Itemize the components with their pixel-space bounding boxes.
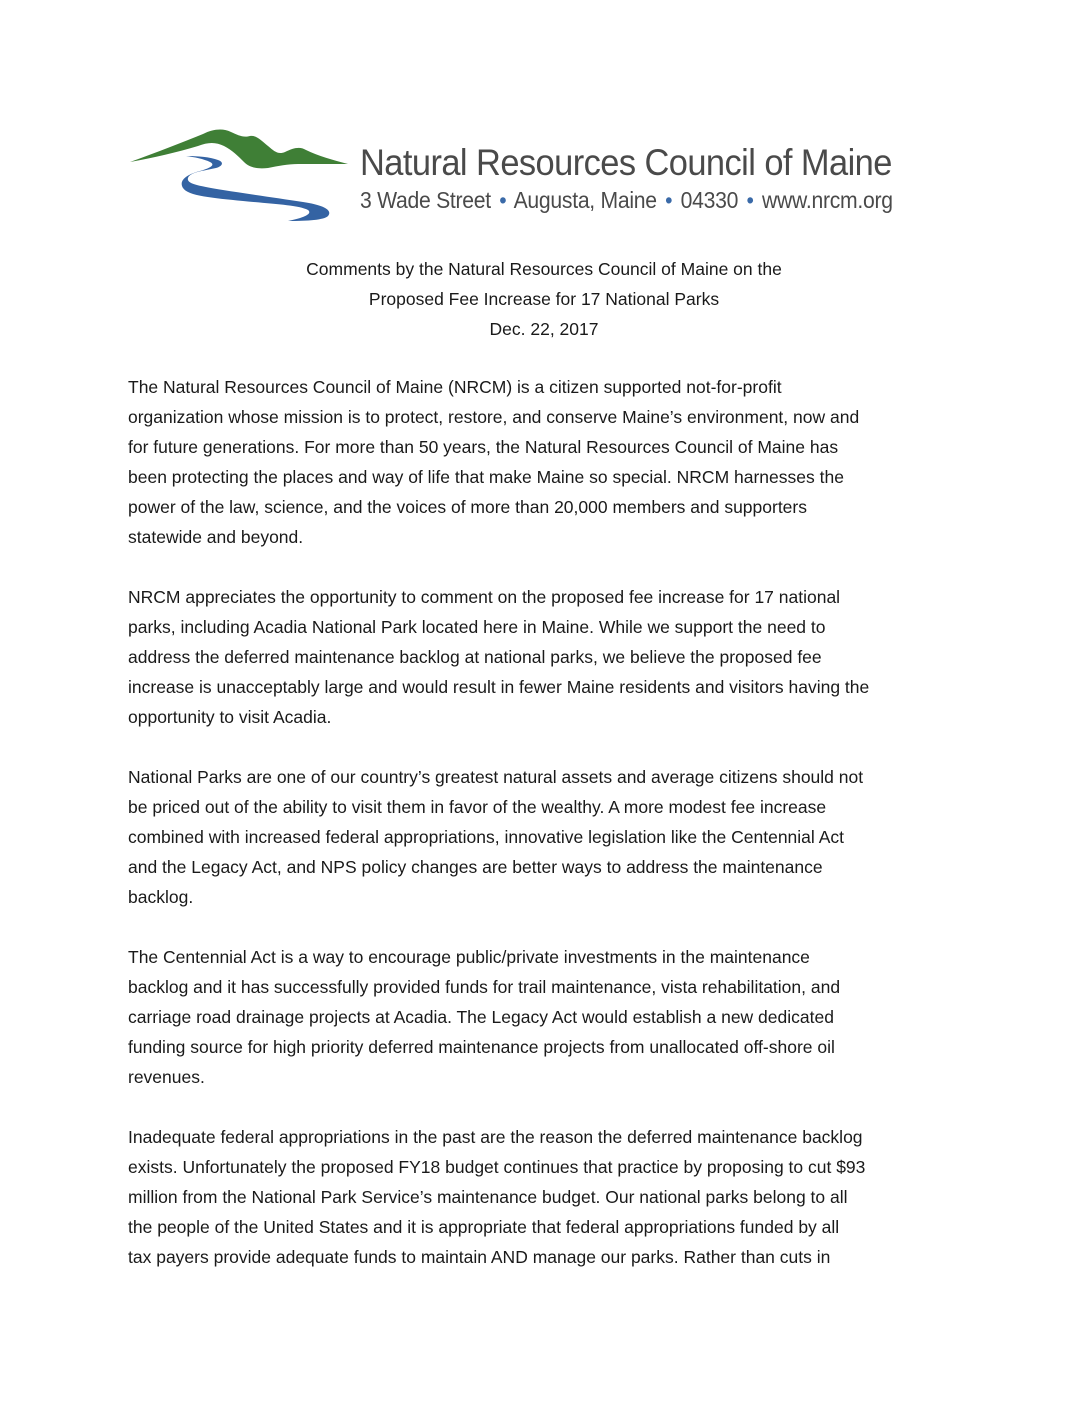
text-line: power of the law, science, and the voices of more than 20,000 members and supporters	[128, 497, 807, 517]
text-line: exists. Unfortunately the proposed FY18 budget continues that practice by proposing to cut $93	[128, 1157, 866, 1177]
address-zip: 04330	[680, 187, 739, 213]
paragraph-centennial-act	[128, 942, 968, 1092]
text-line: been protecting the places and way of life that make Maine so special. NRCM harnesses the	[128, 467, 844, 487]
paragraph-national-parks	[128, 762, 968, 912]
text-line: backlog and it has successfully provided funds for trail maintenance, vista rehabilitation, and	[128, 977, 841, 997]
text-line: NRCM appreciates the opportunity to comment on the proposed fee increase for 17 national	[128, 587, 841, 607]
text-line: organization whose mission is to protect, restore, and conserve Maine’s environment, now and	[128, 407, 860, 427]
text-line: revenues.	[128, 1067, 205, 1087]
paragraph-about-nrcm	[128, 372, 968, 552]
text-line: million from the National Park Service’s maintenance budget. Our national parks belong to all	[128, 1187, 848, 1207]
document-date: Dec. 22, 2017	[489, 319, 599, 339]
mountain-shape	[130, 130, 348, 169]
text-line: The Centennial Act is a way to encourage public/private investments in the maintenance	[128, 947, 810, 967]
text-line: for future generations. For more than 50 years, the Natural Resources Council of Maine has	[128, 437, 839, 457]
bullet-separator: •	[499, 187, 507, 213]
text-line: opportunity to visit Acadia.	[128, 707, 332, 727]
text-line: and the Legacy Act, and NPS policy changes are better ways to address the maintenance	[128, 857, 823, 877]
address-city: Augusta, Maine	[513, 187, 657, 213]
text-line: increase is unacceptably large and would result in fewer Maine residents and visitors having the	[128, 677, 870, 697]
title-line-2: Proposed Fee Increase for 17 National Parks	[368, 289, 720, 309]
text-line: backlog.	[128, 887, 194, 907]
bullet-separator: •	[746, 187, 754, 213]
text-line: combined with increased federal appropriations, innovative legislation like the Centennial Act	[128, 827, 844, 847]
text-line: funding source for high priority deferred maintenance projects from unallocated off-shore oil	[128, 1037, 835, 1057]
text-line: address the deferred maintenance backlog at national parks, we believe the proposed fee	[128, 647, 822, 667]
text-line: Inadequate federal appropriations in the past are the reason the deferred maintenance backlog	[128, 1127, 863, 1147]
bullet-separator: •	[665, 187, 673, 213]
text-line: National Parks are one of our country’s greatest natural assets and average citizens should not	[128, 767, 864, 787]
paragraph-fee-increase	[128, 582, 968, 732]
organization-name: Natural Resources Council of Maine	[360, 142, 892, 183]
nrcm-logo-icon	[128, 124, 350, 222]
text-line: statewide and beyond.	[128, 527, 304, 547]
website-link[interactable]: www.nrcm.org	[761, 187, 893, 213]
letterhead	[128, 124, 958, 224]
document-body	[128, 372, 968, 1302]
text-line: tax payers provide adequate funds to maintain AND manage our parks. Rather than cuts in	[128, 1247, 831, 1267]
paragraph-appropriations	[128, 1122, 968, 1272]
text-line: the people of the United States and it is appropriate that federal appropriations funded by all	[128, 1217, 840, 1237]
address-street: 3 Wade Street	[360, 187, 491, 213]
text-line: The Natural Resources Council of Maine (NRCM) is a citizen supported not-for-profit	[128, 377, 782, 397]
document-title	[0, 254, 1088, 344]
title-line-1: Comments by the Natural Resources Council of Maine on the	[306, 259, 782, 279]
organization-address	[360, 187, 893, 214]
text-line: parks, including Acadia National Park located here in Maine. While we support the need to	[128, 617, 826, 637]
text-line: carriage road drainage projects at Acadia. The Legacy Act would establish a new dedicated	[128, 1007, 834, 1027]
text-line: be priced out of the ability to visit them in favor of the wealthy. A more modest fee increase	[128, 797, 827, 817]
